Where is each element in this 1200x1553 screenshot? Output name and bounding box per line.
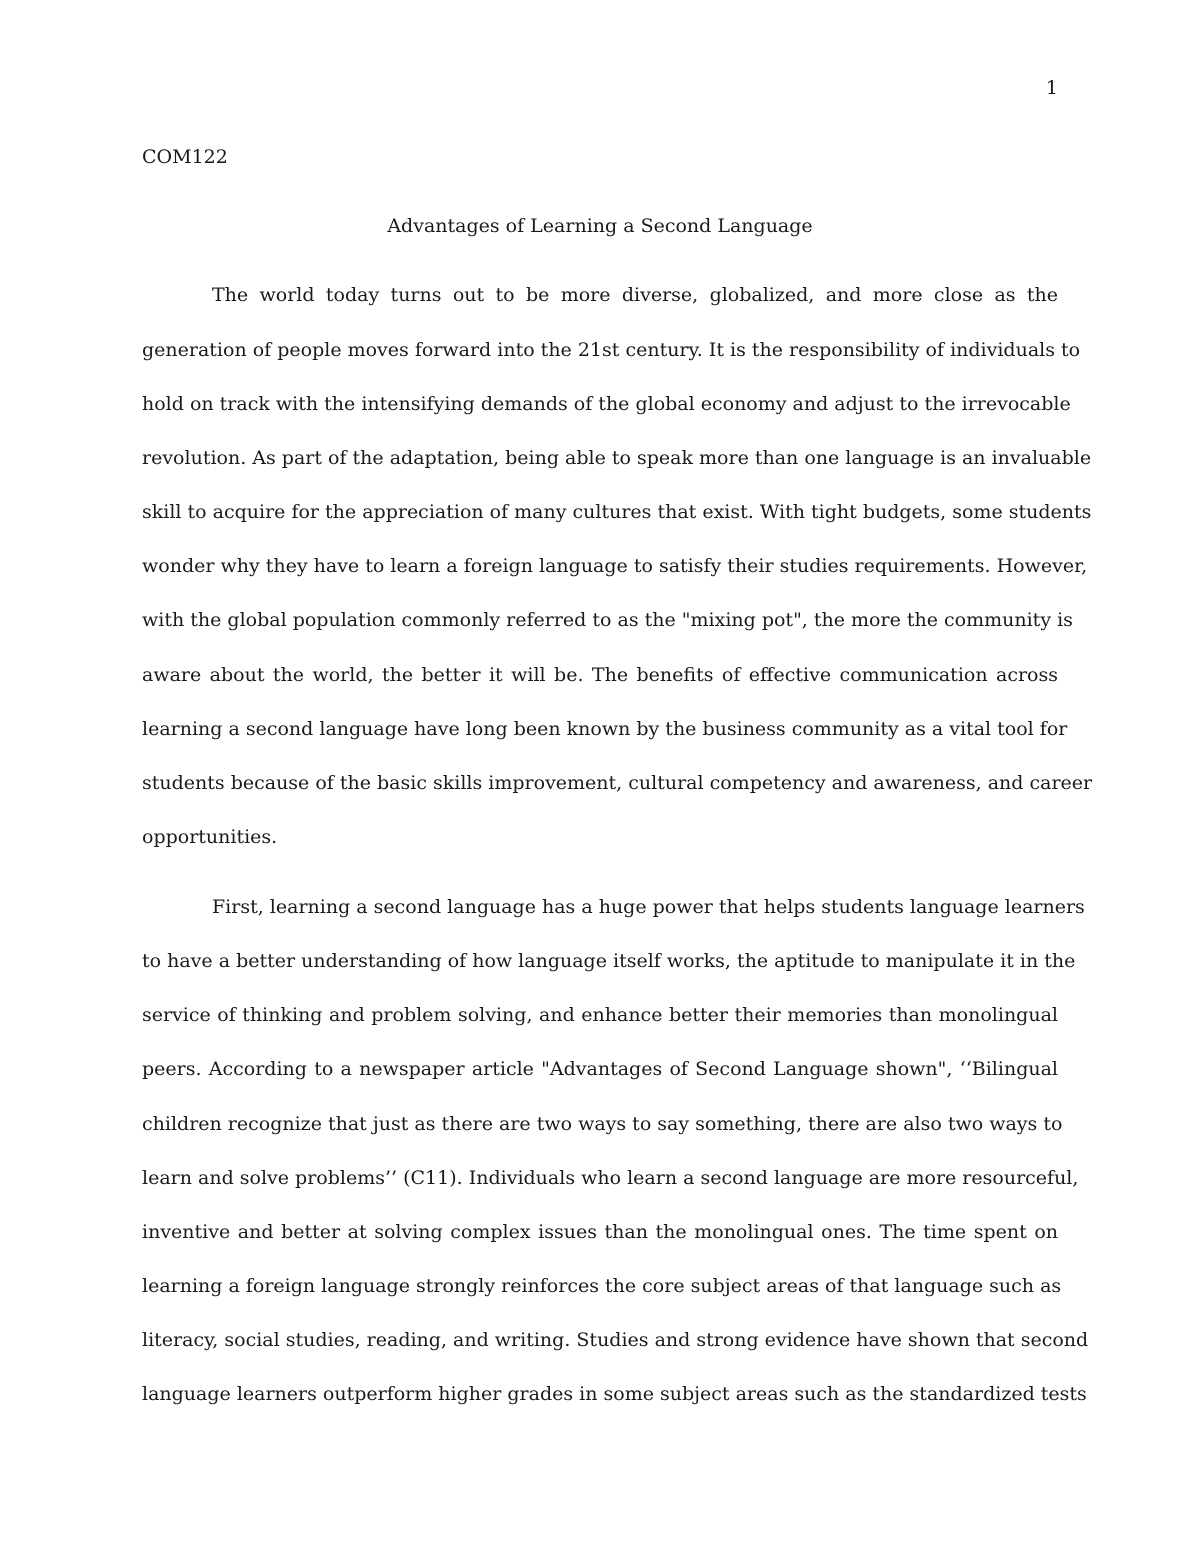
paragraph-1-line: The world today turns out to be more diverse, globalized, and more close as the — [212, 284, 1058, 306]
paragraph-2-line: peers. According to a newspaper article "Advantages of Second Language shown", ‘‘Bilingual — [142, 1058, 1058, 1080]
paragraph-2-line: language learners outperform higher grades in some subject areas such as the standardized tests — [142, 1383, 1087, 1405]
paragraph-1-line: learning a second language have long been known by the business community as a vital tool for — [142, 718, 1068, 740]
paragraph-1-line: generation of people moves forward into the 21st century. It is the responsibility of individuals to — [142, 339, 1081, 361]
paragraph-2-line: literacy, social studies, reading, and writing. Studies and strong evidence have shown that second — [142, 1329, 1089, 1351]
paragraph-2-line: children recognize that just as there are two ways to say something, there are also two ways to — [142, 1113, 1063, 1135]
paragraph-1-line: with the global population commonly referred to as the "mixing pot", the more the community is — [142, 609, 1073, 631]
page-number: 1 — [1045, 77, 1058, 99]
paragraph-2-line: First, learning a second language has a huge power that helps students language learners — [212, 896, 1085, 918]
paragraph-1-line: hold on track with the intensifying demands of the global economy and adjust to the irrevocable — [142, 393, 1071, 415]
course-code: COM122 — [142, 146, 228, 168]
paragraph-1-line: students because of the basic skills improvement, cultural competency and awareness, and career — [142, 772, 1093, 794]
essay-title: Advantages of Learning a Second Language — [387, 215, 813, 237]
paragraph-2-line: learning a foreign language strongly reinforces the core subject areas of that language such as — [142, 1275, 1062, 1297]
paragraph-1-line: opportunities. — [142, 826, 278, 848]
paragraph-1-line: revolution. As part of the adaptation, being able to speak more than one language is an invaluable — [142, 447, 1092, 469]
paragraph-2-line: to have a better understanding of how language itself works, the aptitude to manipulate it in the — [142, 950, 1076, 972]
paragraph-2-line: service of thinking and problem solving, and enhance better their memories than monolingual — [142, 1004, 1058, 1026]
paragraph-2-line: inventive and better at solving complex issues than the monolingual ones. The time spent on — [142, 1221, 1058, 1243]
paragraph-1-line: skill to acquire for the appreciation of many cultures that exist. With tight budgets, some students — [142, 501, 1092, 523]
paragraph-1-line: aware about the world, the better it will be. The benefits of effective communication across — [142, 664, 1058, 686]
paragraph-1-line: wonder why they have to learn a foreign language to satisfy their studies requirements. However, — [142, 555, 1088, 577]
paragraph-2-line: learn and solve problems’’ (C11). Individuals who learn a second language are more resourceful, — [142, 1167, 1079, 1189]
